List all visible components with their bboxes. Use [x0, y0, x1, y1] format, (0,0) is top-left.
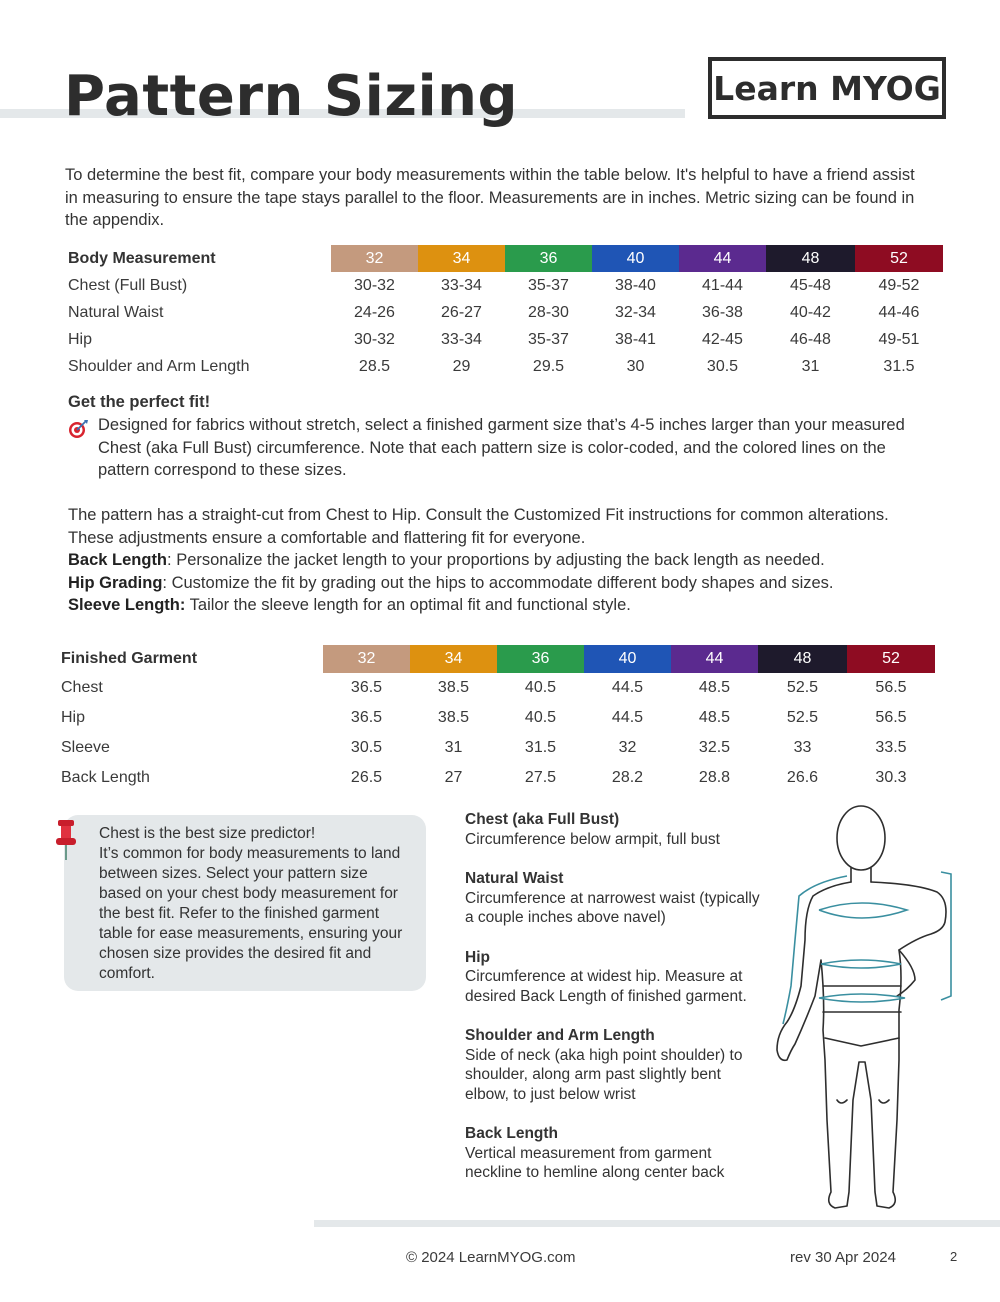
table-cell: 33.5: [875, 739, 907, 756]
waist-measure-line: [821, 960, 901, 968]
body-measurement-table: [64, 245, 943, 380]
size-header-36: 36: [505, 245, 592, 272]
alteration-item: [68, 549, 938, 572]
table-cell: 29.5: [532, 357, 565, 375]
table-cell: 28-30: [528, 303, 569, 321]
footer-copyright: © 2024 LearnMYOG.com: [406, 1249, 576, 1266]
row-label: Hip: [61, 709, 86, 726]
alteration-item: [68, 594, 938, 617]
table-cell: 31.5: [524, 739, 557, 756]
table-cell: 40-42: [790, 303, 831, 321]
callout-body: It’s common for body measurements to land between sizes. Select your pattern size based on your chest body measurement for the best fit. Refer to the finished garment table for ease measurements, ensuring your chosen size provides the desired fit and comfort.: [99, 845, 403, 982]
table-cell: 48.5: [698, 709, 731, 726]
definition-item: [465, 810, 765, 849]
alteration-term: Back Length: [68, 551, 168, 569]
figure-head: [837, 806, 885, 870]
fit-tip-heading: Get the perfect fit!: [68, 393, 211, 411]
alterations-intro: The pattern has a straight-cut from Chest to Hip. Consult the Customized Fit instructions for common alterations. These adjustments ensure a comfortable and flattering fit for everyone.: [68, 506, 889, 547]
back-length-measure-line: [941, 872, 951, 1000]
table-cell: 36.5: [350, 709, 383, 726]
row-label: Hip: [68, 330, 93, 348]
measurement-definitions: [465, 810, 765, 1203]
table-cell: 26.6: [786, 769, 819, 786]
row-label: Natural Waist: [68, 303, 164, 321]
table-cell: 38-41: [615, 330, 656, 348]
table-cell: 30.3: [875, 769, 907, 786]
table-cell: 44-46: [878, 303, 920, 321]
alteration-term: Sleeve Length:: [68, 596, 186, 614]
size-header-40: 40: [584, 645, 671, 673]
size-header-48: 48: [758, 645, 847, 673]
alteration-term: Hip Grading: [68, 573, 163, 592]
table-cell: 56.5: [875, 709, 907, 726]
table-cell: 26.5: [350, 769, 383, 786]
table-cell: 28.8: [698, 769, 731, 786]
table-cell: 32-34: [615, 303, 656, 321]
definition-text: Circumference below armpit, full bust: [465, 830, 720, 848]
table-row: [57, 673, 935, 703]
size-header-34: 34: [418, 245, 505, 272]
table-cell: 52.5: [786, 679, 819, 696]
table-cell: 56.5: [875, 679, 907, 696]
definition-item: [465, 948, 765, 1007]
table-row: [64, 272, 943, 299]
table-cell: 48.5: [698, 679, 731, 696]
table-cell: 33-34: [441, 330, 482, 348]
row-label: Chest: [61, 679, 103, 696]
body-measurement-figure: [765, 800, 965, 1220]
table-header-row: [64, 245, 943, 272]
definition-text: Side of neck (aka high point shoulder) to shoulder, along arm past slightly bent elbow, to just below wrist: [465, 1046, 743, 1103]
footer-rule: [314, 1220, 1000, 1227]
size-header-44: 44: [671, 645, 758, 673]
alterations-section: [68, 504, 938, 617]
table-cell: 42-45: [702, 330, 743, 348]
table-row: [64, 326, 943, 353]
figure-torso: [777, 882, 946, 1208]
table-cell: 49-52: [878, 276, 920, 294]
table-row: [64, 353, 943, 380]
table-cell: 31: [801, 357, 820, 375]
definition-item: [465, 1026, 765, 1104]
table-cell: 38.5: [437, 679, 470, 696]
callout-text: [99, 824, 409, 984]
chest-measure-line: [819, 903, 907, 918]
table-cell: 32.5: [698, 739, 731, 756]
page-title: Pattern Sizing: [64, 64, 519, 129]
table-cell: 28.5: [358, 357, 391, 375]
table-row: [57, 703, 935, 733]
hip-measure-line: [819, 994, 905, 1002]
alteration-separator: :: [162, 573, 172, 592]
table-row: [57, 763, 935, 793]
table-cell: 30-32: [354, 276, 395, 294]
table-cell: 44.5: [611, 679, 644, 696]
definition-text: Circumference at narrowest waist (typically a couple inches above navel): [465, 889, 760, 926]
fit-tip-text: Designed for fabrics without stretch, select a finished garment size that’s 4-5 inches larger than your measured Chest (aka Full Bust) circumference. Note that each pattern size is color-coded, and the colored lines on the pattern correspond to these sizes.: [98, 416, 905, 479]
table-header-label: Finished Garment: [61, 650, 198, 667]
shoulder-arm-measure-line: [783, 876, 847, 1024]
size-header-36: 36: [497, 645, 584, 673]
table-cell: 45-48: [790, 276, 831, 294]
table-cell: 27: [444, 769, 463, 786]
callout-heading: Chest is the best size predictor!: [99, 825, 316, 842]
table-cell: 32: [618, 739, 637, 756]
brand-logo: [708, 57, 946, 119]
table-cell: 30-32: [354, 330, 395, 348]
table-cell: 30.5: [350, 739, 383, 756]
definition-text: Vertical measurement from garment neckline to hemline along center back: [465, 1144, 725, 1181]
footer-revision: rev 30 Apr 2024: [790, 1249, 896, 1266]
row-label: Back Length: [61, 769, 150, 786]
table-cell: 41-44: [702, 276, 743, 294]
definition-item: [465, 869, 765, 928]
finished-garment-table: [57, 645, 935, 793]
table-cell: 35-37: [528, 276, 569, 294]
definition-title: Hip: [465, 948, 490, 966]
table-row: [64, 299, 943, 326]
brand-logo-text: Learn MYOG: [713, 68, 941, 108]
table-cell: 28.2: [611, 769, 644, 786]
alteration-text: Tailor the sleeve length for an optimal fit and functional style.: [189, 596, 631, 614]
size-header-32: 32: [323, 645, 410, 673]
size-header-52: 52: [855, 245, 943, 272]
size-header-44: 44: [679, 245, 766, 272]
table-header-row: [57, 645, 935, 673]
table-cell: 44.5: [611, 709, 644, 726]
table-cell: 29: [452, 357, 471, 375]
table-header-label: Body Measurement: [68, 249, 216, 267]
table-cell: 52.5: [786, 709, 819, 726]
row-label: Sleeve: [61, 739, 110, 756]
target-dart-icon: [67, 418, 89, 440]
size-header-32: 32: [331, 245, 418, 272]
table-cell: 27.5: [524, 769, 557, 786]
table-cell: 38.5: [437, 709, 470, 726]
table-cell: 38-40: [615, 276, 656, 294]
row-label: Shoulder and Arm Length: [68, 357, 250, 375]
table-cell: 40.5: [524, 679, 557, 696]
table-cell: 31.5: [883, 357, 915, 375]
table-cell: 26-27: [441, 303, 482, 321]
table-cell: 36-38: [702, 303, 743, 321]
size-header-52: 52: [847, 645, 935, 673]
alteration-text: Customize the fit by grading out the hips to accommodate different body shapes and sizes.: [171, 573, 834, 592]
table-cell: 36.5: [350, 679, 383, 696]
table-cell: 31: [444, 739, 463, 756]
table-cell: 35-37: [528, 330, 569, 348]
pushpin-icon: [54, 818, 78, 862]
table-cell: 33-34: [441, 276, 482, 294]
definition-text: Circumference at widest hip. Measure at desired Back Length of finished garment.: [465, 968, 747, 1005]
definition-title: Natural Waist: [465, 870, 564, 887]
size-header-48: 48: [766, 245, 855, 272]
table-cell: 30: [626, 357, 645, 375]
alteration-item: [68, 572, 938, 595]
table-row: [57, 733, 935, 763]
size-header-34: 34: [410, 645, 497, 673]
table-cell: 49-51: [878, 330, 920, 348]
page-number: 2: [950, 1249, 958, 1264]
definition-title: Shoulder and Arm Length: [465, 1027, 655, 1044]
alteration-text: Personalize the jacket length to your proportions by adjusting the back length as needed.: [176, 551, 825, 569]
row-label: Chest (Full Bust): [68, 276, 188, 294]
intro-paragraph: To determine the best fit, compare your body measurements within the table below. It's helpful to have a friend assist in measuring to ensure the tape stays parallel to the floor. Measurements are in inches. Metric sizing can be found in the appendix.: [65, 166, 915, 229]
size-header-40: 40: [592, 245, 679, 272]
definition-item: [465, 1124, 765, 1183]
alteration-separator: :: [167, 551, 177, 569]
table-cell: 46-48: [790, 330, 831, 348]
table-cell: 24-26: [354, 303, 395, 321]
table-cell: 33: [793, 739, 812, 756]
table-cell: 40.5: [524, 709, 557, 726]
figure-knees: [837, 1100, 889, 1103]
definition-title: Chest (aka Full Bust): [465, 811, 620, 828]
definition-title: Back Length: [465, 1125, 559, 1142]
table-cell: 30.5: [706, 357, 739, 375]
